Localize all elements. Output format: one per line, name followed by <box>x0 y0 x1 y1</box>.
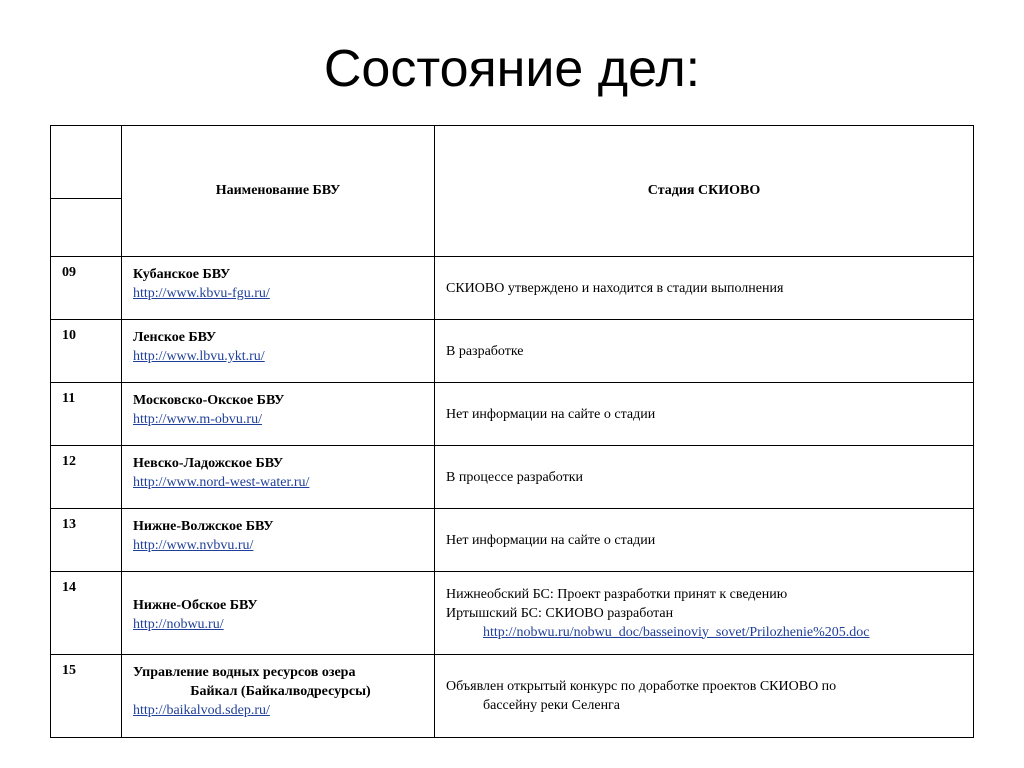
bvu-link[interactable]: http://baikalvod.sdep.ru/ <box>133 703 270 718</box>
status-table <box>50 125 974 738</box>
table-row <box>51 383 974 446</box>
row-number: 14 <box>51 572 122 655</box>
bvu-name: Невско-Ладожское БВУ <box>133 456 284 471</box>
bvu-name: Московско-Окское БВУ <box>133 393 285 408</box>
row-number: 13 <box>51 509 122 572</box>
stage-cell <box>435 655 974 738</box>
row-number: 15 <box>51 655 122 738</box>
bvu-link[interactable]: http://www.kbvu-fgu.ru/ <box>133 286 270 301</box>
stage-line: Иртышский БС: СКИОВО разработан <box>446 605 674 621</box>
table-row <box>51 257 974 320</box>
bvu-link[interactable]: http://www.nvbvu.ru/ <box>133 538 254 553</box>
bvu-link[interactable]: http://www.nord-west-water.ru/ <box>133 475 310 490</box>
row-number: 09 <box>51 257 122 320</box>
bvu-name: Нижне-Волжское БВУ <box>133 519 274 534</box>
bvu-name-line: Байкал (Байкалводресурсы) <box>190 684 371 699</box>
header-number-cell <box>51 126 122 257</box>
bvu-cell <box>122 320 435 383</box>
row-number: 10 <box>51 320 122 383</box>
bvu-name: Ленское БВУ <box>133 330 217 345</box>
bvu-cell <box>122 257 435 320</box>
table-row <box>51 655 974 738</box>
bvu-name: Нижне-Обское БВУ <box>133 598 258 613</box>
table-row <box>51 572 974 655</box>
bvu-cell <box>122 572 435 655</box>
table-row <box>51 509 974 572</box>
stage-text: В разработке <box>435 320 974 383</box>
stage-cell <box>435 572 974 655</box>
bvu-name: Кубанское БВУ <box>133 267 231 282</box>
slide-title: Состояние дел: <box>323 40 701 98</box>
bvu-link[interactable]: http://www.m-obvu.ru/ <box>133 412 262 427</box>
bvu-link[interactable]: http://www.lbvu.ykt.ru/ <box>133 349 265 364</box>
header-stage: Стадия СКИОВО <box>435 126 974 257</box>
stage-line: Нижнеобский БС: Проект разработки принят к сведению <box>446 586 788 602</box>
header-name: Наименование БВУ <box>122 126 435 257</box>
bvu-cell <box>122 509 435 572</box>
bvu-link[interactable]: http://nobwu.ru/ <box>133 617 224 632</box>
bvu-cell <box>122 655 435 738</box>
row-number: 11 <box>51 383 122 446</box>
stage-text: Нет информации на сайте о стадии <box>435 383 974 446</box>
row-number: 12 <box>51 446 122 509</box>
stage-line: Объявлен открытый конкурс по доработке проектов СКИОВО по <box>446 679 837 694</box>
bvu-cell <box>122 446 435 509</box>
stage-text: В процессе разработки <box>435 446 974 509</box>
header-split-line <box>51 198 121 199</box>
table-row <box>51 320 974 383</box>
bvu-name-line: Управление водных ресурсов озера <box>133 665 356 680</box>
table-row <box>51 446 974 509</box>
stage-doc-link[interactable]: http://nobwu.ru/nobwu_doc/basseinoviy_sovet/Prilozhenie%205.doc <box>483 624 870 640</box>
stage-line: бассейну реки Селенга <box>483 698 621 713</box>
header-row <box>51 126 974 257</box>
stage-text: СКИОВО утверждено и находится в стадии выполнения <box>435 257 974 320</box>
stage-text: Нет информации на сайте о стадии <box>435 509 974 572</box>
bvu-cell <box>122 383 435 446</box>
